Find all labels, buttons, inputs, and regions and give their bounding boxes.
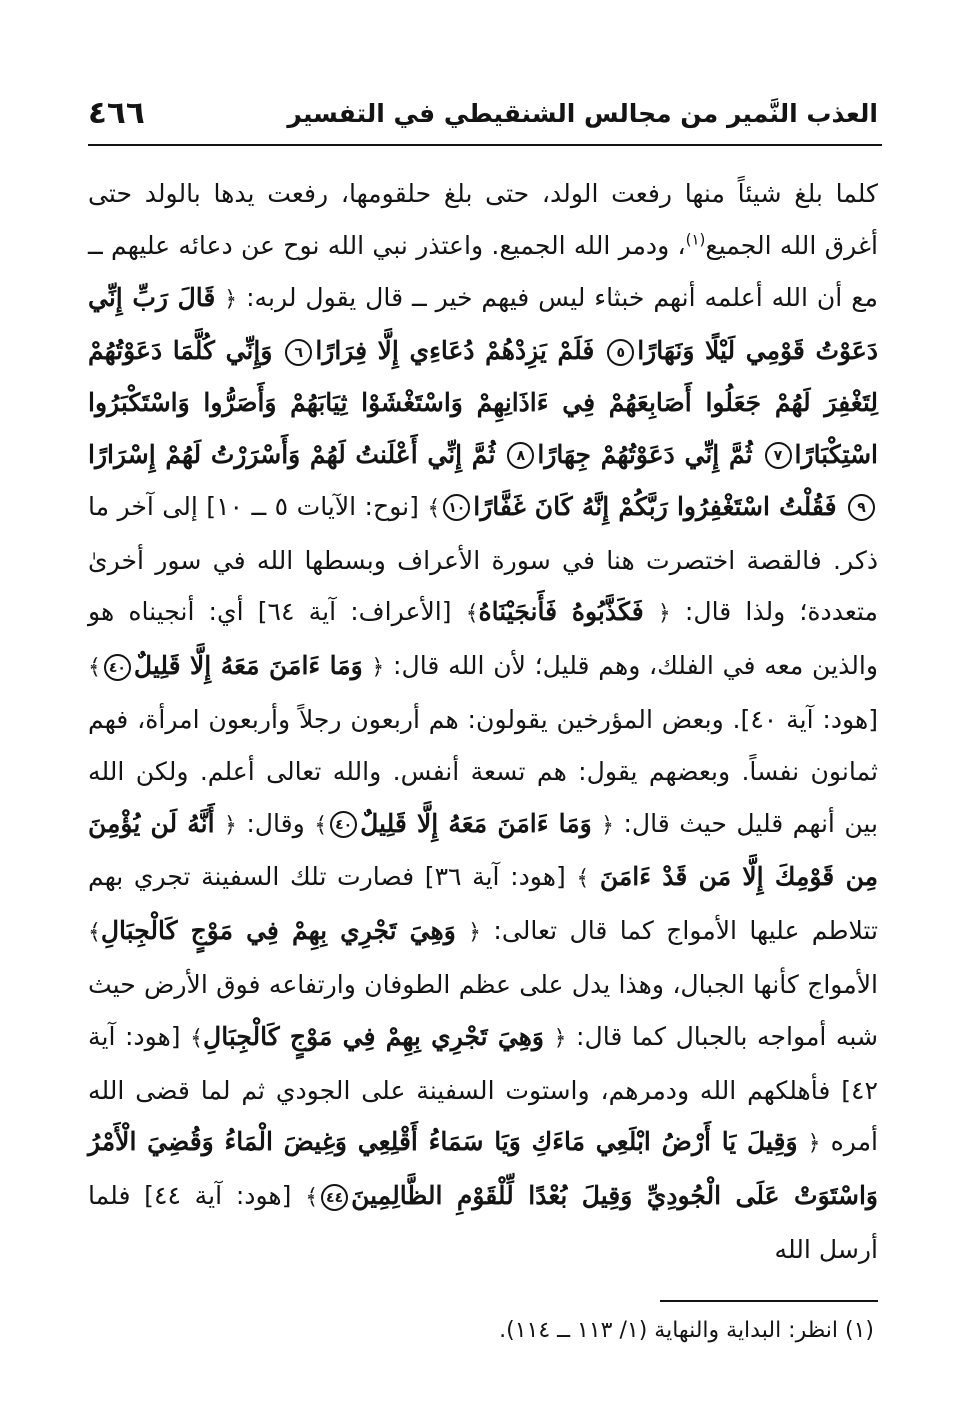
quran-bracket-close: ﴾ <box>305 1185 319 1211</box>
header-rule <box>88 144 882 146</box>
footnote-rule <box>660 1300 878 1302</box>
quran-verse-text: وَإِنِّي كُلَّمَا دَعَوْتُهُمْ لِتَغْفِرَ لَهُمْ جَعَلُوا أَصَابِعَهُمْ فِي ءَاذَانِهِمْ وَاسْتَغْشَوْا ثِيَابَهُمْ وَأَصَرُّوا وَاسْتَكْبَرُوا اسْتِكْبَارًا <box>88 336 878 469</box>
quran-bracket-close: ﴾ <box>190 1025 204 1051</box>
ayah-number-marker: ٨ <box>507 442 534 469</box>
quran-bracket-close: ﴾ <box>88 920 101 946</box>
quran-bracket-close: ﴾ <box>576 866 590 892</box>
text-segment: [هود: آية ٤٠]. وبعض المؤرخين يقولون: هم أربعون رجلاً وأربعون امرأة، فهم ثمانون نفساً. وبعضهم يقول: هم تسعة أنفس. والله تعالى أعلم. ولكن الله بين أنهم قليل حيث قال: <box>88 704 878 838</box>
quran-verse-text: فَكَذَّبُوهُ فَأَنجَيْنَاهُ <box>478 597 644 627</box>
ayah-number-marker: ١٠ <box>443 494 470 521</box>
quran-verse-text: وَمَا ءَامَنَ مَعَهُ إِلَّا قَلِيلٌ <box>133 651 363 681</box>
ayah-number-marker: ٧ <box>765 442 792 469</box>
text-segment: الأمواج كأنها الجبال، وهذا يدل على عظم الطوفان وارتفاعه فوق الأرض حيث شبه أمواجه بالجبال كما قال: <box>88 969 878 1051</box>
ayah-number-marker: ٦ <box>285 339 312 366</box>
quran-verse-text: وَمَا ءَامَنَ مَعَهُ إِلَّا قَلِيلٌ <box>360 808 592 838</box>
quran-bracket-open: ﴿ <box>224 286 238 312</box>
quran-verse-text: فَلَمْ يَزِدْهُمْ دُعَاءِي إِلَّا فِرَارًا <box>315 336 595 366</box>
quran-bracket-close: ﴾ <box>427 495 441 521</box>
quran-verse-text: وَقِيلَ يَا أَرْضُ ابْلَعِي مَاءَكِ وَيَا سَمَاءُ أَقْلِعِي وَغِيضَ الْمَاءُ وَقُضِيَ الْأَمْرُ وَاسْتَوَتْ عَلَى الْجُودِيِّ وَقِيلَ بُعْدًا لِّلْقَوْمِ الظَّالِمِينَ <box>88 1127 878 1211</box>
quran-bracket-close: ﴾ <box>314 812 328 838</box>
text-segment: ، ودمر الله الجميع. واعتذر نبي الله نوح عن دعائه عليهم ــ مع أن الله أعلمه أنهم خبثاء ليس فيهم خير ــ قال يقول لربه: <box>88 230 878 312</box>
text-segment: وقال: <box>236 808 315 838</box>
ayah-number-marker: ٤٠ <box>104 654 131 681</box>
body-paragraph <box>88 168 878 1276</box>
page-header <box>88 88 878 138</box>
running-title: العذب النَّمير من مجالس الشنقيطي في التفسير <box>287 98 878 128</box>
quran-bracket-open: ﴿ <box>601 812 615 838</box>
quran-bracket-close: ﴾ <box>465 601 479 627</box>
ayah-number-marker: ٩ <box>848 494 875 521</box>
quran-verse-text: وَهِيَ تَجْرِي بِهِمْ فِي مَوْجٍ كَالْجِبَالِ <box>203 1021 544 1051</box>
quran-bracket-open: ﴿ <box>224 812 237 838</box>
text-segment: [الأعراف: آية ٦٤] أي: أنجيناه هو والذين معه في الفلك، وهم قليل؛ لأن الله قال: <box>88 597 878 681</box>
quran-bracket-open: ﴿ <box>807 1131 821 1157</box>
quran-verse-text: أَنَّهُ لَن يُؤْمِنَ مِن قَوْمِكَ إِلَّا مَن قَدْ ءَامَنَ <box>88 808 878 892</box>
ayah-number-marker: ٥ <box>607 339 634 366</box>
quran-verse-text: ثُمَّ إِنِّي أَعْلَنتُ لَهُمْ وَأَسْرَرْتُ لَهُمْ إِسْرَارًا <box>88 439 496 469</box>
text-segment: كلما بلغ شيئاً منها رفعت الولد، حتى بلغ حلقومها، رفعت يدها بالولد حتى أغرق الله الجميع <box>88 179 879 260</box>
quran-verse-text: قَالَ رَبِّ إِنِّي دَعَوْتُ قَوْمِي لَيْلًا وَنَهَارًا <box>88 282 878 366</box>
text-segment: [هود: آية ٤٤] فلما أرسل الله <box>88 1181 878 1264</box>
footnote-reference: (١) <box>685 230 706 249</box>
quran-bracket-close: ﴾ <box>88 655 101 681</box>
ayah-number-marker: ٤٠ <box>330 811 357 838</box>
quran-bracket-open: ﴿ <box>371 655 385 681</box>
quran-verse-text: وَهِيَ تَجْرِي بِهِمْ فِي مَوْجٍ كَالْجِبَالِ <box>100 916 456 946</box>
footnote: (١) انظر: البداية والنهاية (١/ ١١٣ ــ ١١٤). <box>499 1318 874 1343</box>
ayah-number-marker: ٤٤ <box>321 1184 348 1211</box>
text-segment: [هود: آية ٣٦] فصارت تلك السفينة تجري بهم تتلاطم عليها الأمواج كما قال تعالى: <box>88 862 878 946</box>
text-segment: [هود: آية ٤٢] فأهلكهم الله ودمرهم، واستوت السفينة على الجودي ثم لما قضى الله أمره <box>88 1021 878 1157</box>
body-text <box>88 168 878 1288</box>
page-number: ٤٦٦ <box>88 95 145 131</box>
text-segment: [نوح: الآيات ٥ ــ ١٠] إلى آخر ما ذكر. فالقصة اختصرت هنا في سورة الأعراف وبسطها الله في سور أخرىٰ متعددة؛ ولذا قال: <box>88 491 878 627</box>
quran-verse-text: فَقُلْتُ اسْتَغْفِرُوا رَبَّكُمْ إِنَّهُ كَانَ غَفَّارًا <box>473 491 837 521</box>
quran-verse-text: ثُمَّ إِنِّي دَعَوْتُهُمْ جِهَارًا <box>537 439 753 469</box>
quran-bracket-open: ﴿ <box>468 920 482 946</box>
quran-bracket-open: ﴿ <box>657 601 671 627</box>
quran-bracket-open: ﴿ <box>553 1025 567 1051</box>
